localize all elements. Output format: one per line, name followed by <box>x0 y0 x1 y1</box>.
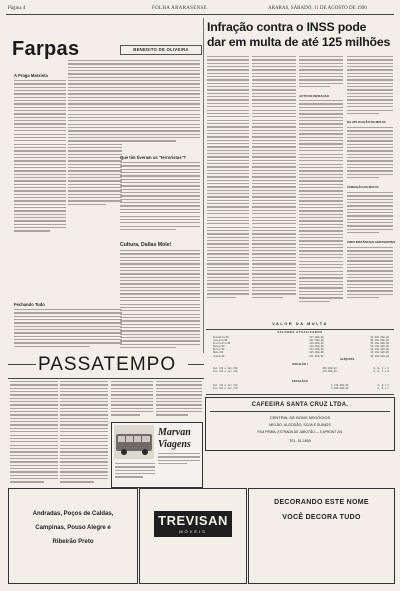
trevisan-sub: MÓVEIS <box>179 529 207 534</box>
farpas-col-2 <box>68 60 122 244</box>
escalao-1-row <box>212 370 390 373</box>
inss-col-2 <box>252 56 296 306</box>
inss-subhead-2: DA APLICAÇÃO DA MULTA <box>347 120 386 124</box>
newspaper-name: FOLHA ARARASENSE <box>152 6 207 11</box>
farpas-subhead-4: Cultura, Dallas Mole! <box>120 242 172 248</box>
inss-headline-line2: dar em multa de até 125 milhões <box>207 35 391 49</box>
rates-row <box>212 355 390 358</box>
bus-icon <box>114 425 154 459</box>
escalao-2-cell-a: 1.470.000,00 <box>331 384 349 387</box>
decorando-line2: VOCÊ DECORA TUDO <box>282 514 361 521</box>
escalao-2-cell-label: Fev./90 a Jun./90 <box>213 387 238 391</box>
farpas-subhead-2: Fechando Tudo <box>14 302 45 307</box>
escalao-2-cell-b: A, B e F <box>377 387 389 391</box>
inss-headline <box>207 20 397 50</box>
rates-cell-label: Maio/90 <box>213 351 224 355</box>
escalao-2-table <box>212 384 390 390</box>
rates-cell-label: Fevereiro/90 <box>213 342 231 346</box>
cafeeira-tel: TEL. 51-1600 <box>289 439 311 443</box>
cafeeira-ad <box>205 397 395 451</box>
passatempo-rule-right <box>188 364 204 365</box>
header-rule <box>6 14 394 15</box>
escalao-1-table <box>212 367 390 373</box>
rates-cell-label: Março/90 <box>213 345 225 349</box>
table-subtitle: VALORES ATUALIZADOS <box>277 330 323 334</box>
bus-image <box>114 425 154 459</box>
marvan-name: Marvan <box>158 427 191 438</box>
table-rule-2 <box>206 394 394 395</box>
passatempo-col-3 <box>111 381 153 421</box>
inss-col-1 <box>207 56 249 306</box>
escalao-1-cell-label: Dez./89 a Jan./90 <box>213 367 238 370</box>
escalao-2-cell-a: 1.600.000,00 <box>331 387 349 391</box>
rates-cell-b: 36.168.000,00 <box>370 339 389 343</box>
marvan-info <box>158 453 200 469</box>
inss-subhead-4: VARIAÇÃO DA MULTA <box>347 185 379 189</box>
farpas-title: Farpas <box>12 38 80 60</box>
passatempo-banner <box>8 353 204 377</box>
rates-cell-label: Abril/90 <box>213 348 225 352</box>
inss-subhead-6: CIRCUNSTÂNCIAS AGRAVANTES <box>347 240 396 244</box>
farpas-subhead-1: A Praga Marxista <box>14 73 48 78</box>
issue-date: ARARAS, SÁBADO, 11 DE AGOSTO DE 1990 <box>268 6 367 11</box>
escalao-1-cell-b: A, B, C e D <box>373 370 389 374</box>
rates-cell-b: 36.168.000,00 <box>370 345 389 349</box>
escalao-2-cell-label: Dez./89 a Jan./90 <box>213 384 238 387</box>
inss-col-4d <box>347 247 393 306</box>
escalao-2-title: ESCALÃO II <box>291 379 308 383</box>
inss-headline-line1: Infração contra o INSS pode <box>207 20 367 34</box>
decorando-line1: DECORANDO ESTE NOME <box>274 499 369 506</box>
passatempo-underline <box>8 378 204 379</box>
rates-cell-b: 36.168.000,00 <box>370 342 389 346</box>
trevisan-name: TREVISAN <box>158 513 228 528</box>
page-number: Página 4 <box>8 6 26 11</box>
rates-cell-b: 36.168.000,00 <box>370 348 389 352</box>
rates-cell-a: 148.000,00 <box>309 342 324 346</box>
trevisan-logo <box>154 511 232 537</box>
pocos-line3: Ribeirão Preto <box>52 539 94 545</box>
farpas-col-3c <box>120 250 200 350</box>
rates-cell-a: 221.000,00 <box>309 354 324 358</box>
marvan-sub: Viagens <box>158 439 191 450</box>
rates-table <box>212 336 390 358</box>
inss-col-4b <box>347 127 393 183</box>
escalao-1-cell-a: 250.000,00 <box>322 367 337 370</box>
farpas-col-3b <box>120 162 200 234</box>
rates-cell-a: 185.000,00 <box>309 351 324 355</box>
passatempo-col-1 <box>10 381 58 486</box>
escalao-2-row <box>212 387 390 390</box>
farpas-byline: BENEDITO DE OLIVEIRA <box>120 45 202 55</box>
rates-cell-label: Junho/90 <box>213 354 225 358</box>
decorando-ad <box>248 488 395 584</box>
escalao-1-title: ESCALÃO I <box>292 362 308 366</box>
rates-cell-b: 36.168.000,00 <box>370 351 389 355</box>
marvan-ad <box>111 422 203 488</box>
rates-cell-b: 36.168.000,00 <box>370 354 389 358</box>
inss-col-4c <box>347 192 393 238</box>
cafeeira-rule <box>210 411 390 412</box>
trevisan-ad <box>139 488 247 584</box>
rates-cell-a: 147.000,00 <box>309 336 324 339</box>
escalao-1-cell-a: 270.000,00 <box>322 370 337 374</box>
farpas-col-1b <box>14 309 122 351</box>
inss-col-4a <box>347 56 393 118</box>
passatempo-col-4 <box>156 381 202 421</box>
escalao-1-cell-label: Fev./90 a Jun./90 <box>213 370 238 374</box>
marvan-caption <box>115 463 155 483</box>
aliquota-title: ALÍQUOTA <box>340 357 355 361</box>
rates-cell-label: Janeiro/90 <box>213 339 228 343</box>
farpas-col-3 <box>120 60 200 144</box>
inss-col-3a <box>299 56 343 92</box>
passatempo-col-2 <box>60 381 108 486</box>
inss-col-3b <box>299 100 343 306</box>
escalao-1-cell-b: A, B, C e D <box>373 367 389 370</box>
farpas-subhead-3: Que tim tiveram os "terroristas"? <box>120 155 187 160</box>
cafeeira-line2: MELÃO, ALGODÃO, SOJA E SUINOS <box>269 423 331 427</box>
inss-subhead-1: AUTO DE INFRAÇÃO <box>299 94 330 98</box>
farpas-col-1 <box>14 80 66 298</box>
cafeeira-line3: RUA PRIMA, ESTRADA DE JABOTÃO — 5 APRONT 261 <box>257 430 343 434</box>
passatempo-title: PASSATEMPO <box>38 354 177 375</box>
table-title: VALOR DA MULTA <box>272 322 328 326</box>
rates-cell-a: 149.000,00 <box>309 345 324 349</box>
rates-cell-b: 29.398.000,00 <box>370 336 389 339</box>
rates-cell-a: 102.530,00 <box>309 339 324 343</box>
rates-cell-label: Dezembro/89 <box>213 336 229 339</box>
passatempo-rule-left <box>8 364 36 365</box>
cafeeira-title: CAFEEIRA SANTA CRUZ LTDA. <box>251 402 349 408</box>
pocos-line1: Andradas, Poços de Caldas, <box>32 511 114 517</box>
pocos-line2: Campinas, Pouso Alegre e <box>35 525 111 531</box>
rates-cell-a: 164.000,00 <box>309 348 324 352</box>
escalao-2-cell-b: A, B e F <box>377 384 389 387</box>
pocos-ad <box>8 488 138 584</box>
cafeeira-line1: CENTRAL DE BONS NEGÓCIOS <box>269 415 331 420</box>
column-divider <box>203 18 204 353</box>
